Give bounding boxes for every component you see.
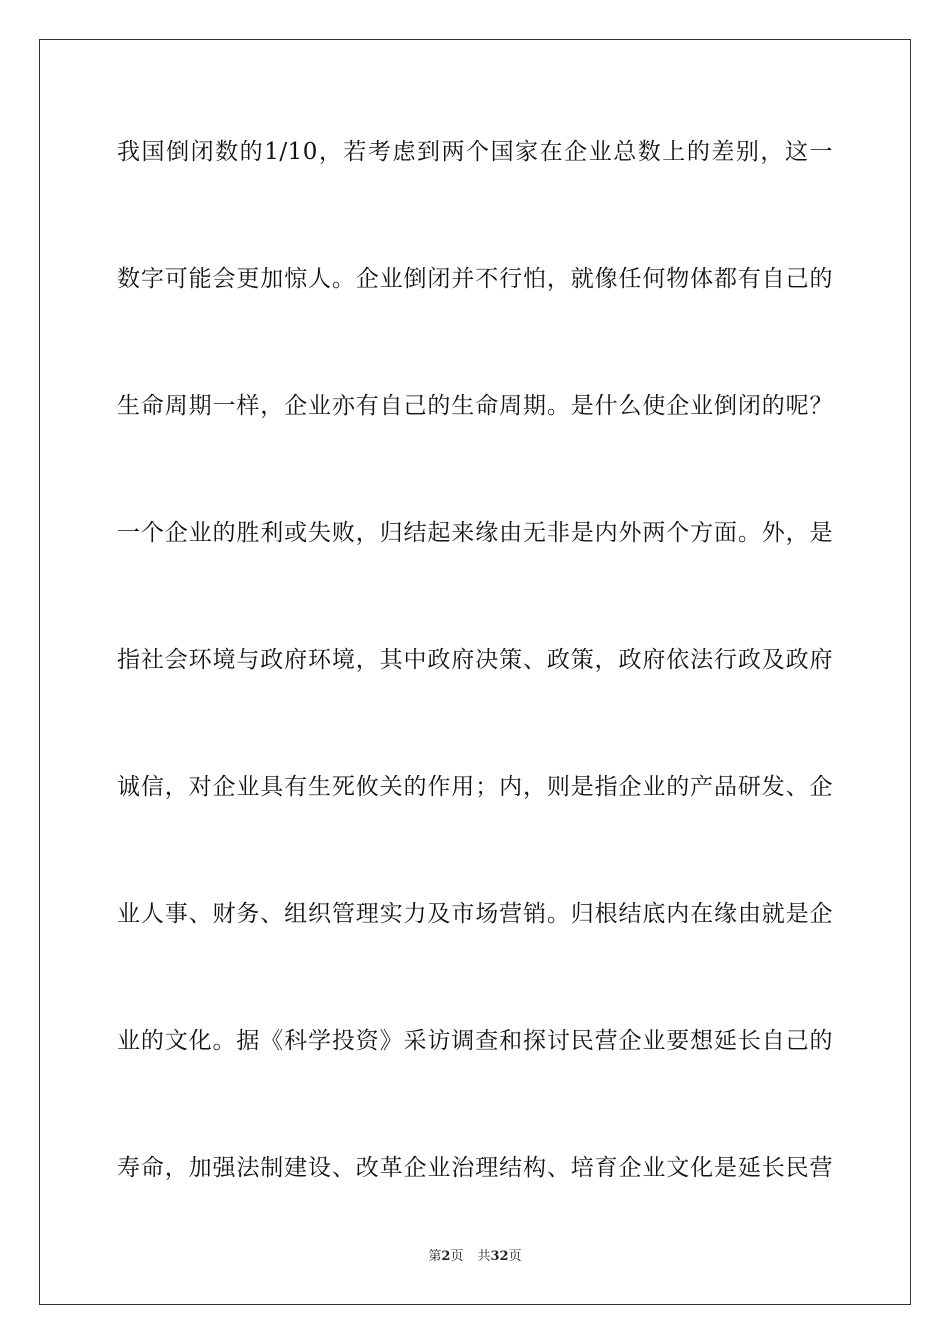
page-prefix: 第	[428, 1249, 442, 1264]
text-line-8: 业的文化。据《科学投资》采访调查和探讨民营企业要想延长自己的	[117, 1028, 833, 1054]
text-line-5: 指社会环境与政府环境，其中政府决策、政策，政府依法行政及政府	[117, 647, 833, 673]
page-suffix: 页	[450, 1249, 464, 1264]
total-prefix: 共	[477, 1249, 491, 1264]
text-line-2: 数字可能会更加惊人。企业倒闭并不行怕，就像任何物体都有自己的	[117, 266, 833, 292]
text-line-4: 一个企业的胜利或失败，归结起来缘由无非是内外两个方面。外，是	[117, 520, 833, 546]
text-line-9: 寿命，加强法制建设、改革企业治理结构、培育企业文化是延长民营	[117, 1155, 833, 1181]
page-footer	[0, 1247, 950, 1267]
total-pages-label	[477, 1249, 521, 1264]
text-line-1: 我国倒闭数的1/10，若考虑到两个国家在企业总数上的差别，这一	[117, 139, 833, 165]
document-body	[117, 122, 833, 1265]
text-line-6: 诚信，对企业具有生死攸关的作用；内，则是指企业的产品研发、企	[117, 774, 833, 800]
text-line-7: 业人事、财务、组织管理实力及市场营销。归根结底内在缘由就是企	[117, 901, 833, 927]
total-suffix: 页	[508, 1249, 522, 1264]
total-pages: 32	[490, 1249, 509, 1264]
page-number: 2	[441, 1249, 451, 1264]
page-number-label	[428, 1249, 463, 1264]
text-line-3: 生命周期一样，企业亦有自己的生命周期。是什么使企业倒闭的呢？	[117, 393, 833, 419]
